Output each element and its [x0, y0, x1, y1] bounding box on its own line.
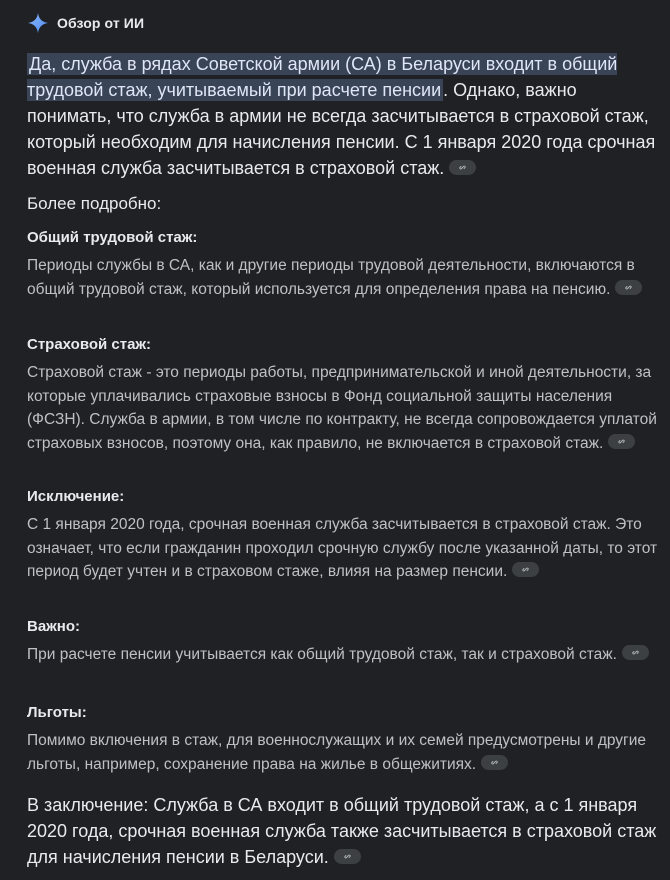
section-text: С 1 января 2020 года, срочная военная служба засчитывается в страховой стаж. Это означает, что если гражданин проходил срочную службу после указанной даты, то этот период будет учтен и в страховом стаже, влияя на размер пенсии.	[27, 516, 658, 580]
section-general-experience	[27, 228, 659, 301]
link-icon	[630, 647, 641, 658]
source-link-button[interactable]	[334, 849, 361, 864]
source-link-button[interactable]	[449, 160, 476, 175]
section-title: Льготы:	[27, 704, 87, 721]
intro-rest: . Однако, важно понимать, что служба в армии не всегда засчитывается в страховой стаж, который необходим для начисления пенсии. С 1 января 2020 года срочная военная служба засчитывается в страховой стаж.	[27, 80, 656, 178]
section-title: Страховой стаж:	[27, 336, 152, 353]
section-title: Исключение:	[27, 488, 125, 505]
section-insurance-experience	[27, 335, 659, 455]
section-text: При расчете пенсии учитывается как общий трудовой стаж, так и страховой стаж.	[27, 643, 659, 667]
link-icon	[489, 757, 500, 768]
section-exception	[27, 487, 659, 584]
source-link-button[interactable]	[608, 434, 635, 449]
link-icon	[616, 436, 627, 447]
conclusion-paragraph: В заключение: Служба в СА входит в общий трудовой стаж, а с 1 января 2020 года, срочная военная служба также засчитывается в страховой стаж для начисления пенсии в Беларуси.	[27, 795, 657, 867]
section-text: Помимо включения в стаж, для военнослужащих и их семей предусмотрены и другие льготы, например, сохранение права на жилье в общежитиях.	[27, 732, 646, 773]
source-link-button[interactable]	[481, 755, 508, 770]
section-important	[27, 617, 659, 667]
highlighted-answer: Да, служба в рядах Советской армии (СА) в Беларуси входит в общий трудовой стаж, учитываемый при расчете пенсии	[27, 54, 618, 100]
link-icon	[623, 282, 634, 293]
source-link-button[interactable]	[512, 562, 539, 577]
source-link-button[interactable]	[615, 280, 642, 295]
ai-overview-title: Обзор от ИИ	[57, 15, 145, 31]
section-text: Периоды службы в СА, как и другие периоды трудовой деятельности, включаются в общий трудовой стаж, который используется для определения права на пенсию.	[27, 254, 659, 301]
sparkle-icon	[27, 12, 49, 34]
source-link-button[interactable]	[622, 645, 649, 660]
intro-paragraph	[27, 51, 659, 181]
section-text: Страховой стаж - это периоды работы, предпринимательской и иной деятельности, за которые уплачивались страховые взносы в Фонд социальной защиты населения (ФСЗН). Служба в армии, в том числе по контракту, не всегда сопровождается уплатой страховых взносов, поэтому она, как правило, не включается в страховой стаж.	[27, 364, 657, 452]
link-icon	[520, 564, 531, 575]
more-details-heading: Более подробно:	[27, 194, 162, 213]
link-icon	[342, 851, 353, 862]
section-title: Общий трудовой стаж:	[27, 229, 198, 246]
link-icon	[457, 162, 468, 173]
section-title: Важно:	[27, 618, 81, 635]
ai-overview-header	[27, 11, 144, 35]
section-benefits	[27, 703, 659, 776]
